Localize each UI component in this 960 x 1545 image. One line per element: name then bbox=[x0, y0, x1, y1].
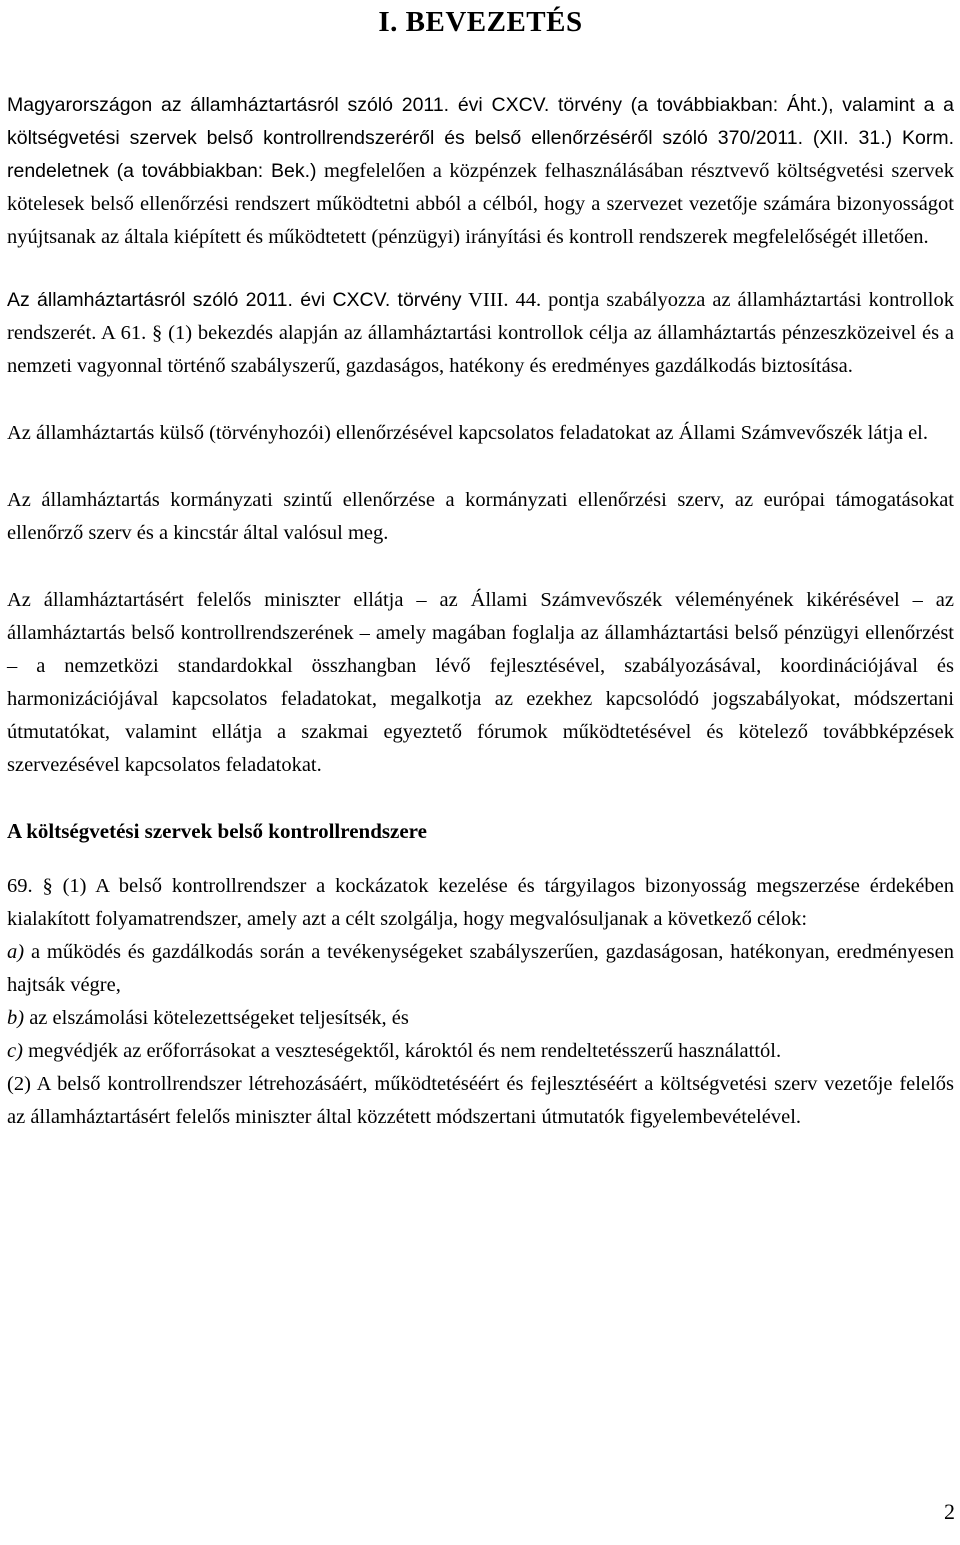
intro-paragraph bbox=[7, 89, 954, 254]
law-paragraph-serif-part: VIII. 44. pontja szabályozza az államháztartási kontrollok rendszerét. A 61. § (1) bekezdés alapján az államháztartási kontrollok célja az államháztartás pénzeszközeivel és a nemzeti vagyonnal történő szabályszerű, gazdaságos, hatékony és eredményes gazdálkodás biztosítása. bbox=[7, 289, 955, 377]
document-page bbox=[7, 0, 954, 1134]
article-list bbox=[7, 936, 954, 1068]
list-item bbox=[7, 1002, 954, 1035]
section-subheading: A költségvetési szervek belső kontrollrendszere bbox=[7, 819, 427, 843]
external-audit-paragraph: Az államháztartás külső (törvényhozói) ellenőrzésével kapcsolatos feladatokat az Állami Számvevőszék látja el. bbox=[7, 422, 928, 444]
page-number: 2 bbox=[944, 1499, 955, 1524]
intro-paragraph-sans-part: Magyarországon az államháztartásról szóló 2011. évi CXCV. törvény (a továbbiakban: Áht.), valamint a a költségvetési szervek belső kontrollrendszeréről és belső ellenőrzéséről szóló 370/2011. (XII. 31.) Korm. rendeletnek (a továbbiakban: Bek.) bbox=[7, 94, 954, 182]
article-intro: 69. § (1) A belső kontrollrendszer a kockázatok kezelése és tárgyilagos bizonyosság megszerzése érdekében kialakított folyamatrendszer, amely azt a célt szolgálja, hogy megvalósuljanak a következő célok: bbox=[7, 875, 954, 930]
list-item-text: a működés és gazdálkodás során a tevékenységeket szabályszerűen, gazdaságosan, hatékonyan, eredményesen hajtsák végre, bbox=[7, 941, 954, 996]
minister-paragraph: Az államháztartásért felelős miniszter ellátja – az Állami Számvevőszék véleményének kikérésével – az államháztartás belső kontrollrendszerének – amely magában foglalja az államháztartási belső pénzügyi ellenőrzést – a nemzetközi standardokkal összhangban lévő fejlesztésével, szabályozásával, koordinációjával és harmonizációjával kapcsolatos feladatokat, megalkotja az ezekhez kapcsolódó jogszabályokat, módszertani útmutatókat, valamint ellátja a szakmai egyeztető fórumok működtetésével és kötelező továbbképzések szervezésével kapcsolatos feladatokat. bbox=[7, 589, 954, 776]
list-item-letter: a) bbox=[7, 941, 25, 963]
government-audit-paragraph: Az államháztartás kormányzati szintű ellenőrzése a kormányzati ellenőrzési szerv, az európai támogatásokat ellenőrző szerv és a kincstár által valósul meg. bbox=[7, 489, 954, 544]
page-title: I. BEVEZETÉS bbox=[378, 6, 583, 38]
law-paragraph bbox=[7, 284, 954, 383]
article-69 bbox=[7, 870, 954, 1134]
intro-paragraph-serif-part: megfelelően a közpénzek felhasználásában résztvevő költségvetési szervek kötelesek belső ellenőrzési rendszert működtetni abból a célból, hogy a szervezet vezetője számára bizonyosságot nyújtsanak az általa kiépített és működtetett (pénzügyi) irányítási és kontroll rendszerek megfelelőségét illetően. bbox=[7, 160, 954, 248]
article-paragraph-2: (2) A belső kontrollrendszer létrehozásáért, működtetéséért és fejlesztéséért a költségvetési szerv vezetője felelős az államháztartásért felelős miniszter által közzétett módszertani útmutatók figyelembevételével. bbox=[7, 1073, 954, 1128]
list-item-letter: b) bbox=[7, 1007, 25, 1029]
list-item bbox=[7, 936, 954, 1002]
law-paragraph-sans-part: Az államháztartásról szóló 2011. évi CXCV. törvény bbox=[7, 289, 462, 311]
list-item bbox=[7, 1035, 954, 1068]
list-item-text: megvédjék az erőforrásokat a veszteségektől, károktól és nem rendeltetésszerű használattól. bbox=[22, 1040, 782, 1062]
list-item-letter: c) bbox=[7, 1040, 23, 1062]
list-item-text: az elszámolási kötelezettségeket teljesítsék, és bbox=[24, 1007, 409, 1029]
